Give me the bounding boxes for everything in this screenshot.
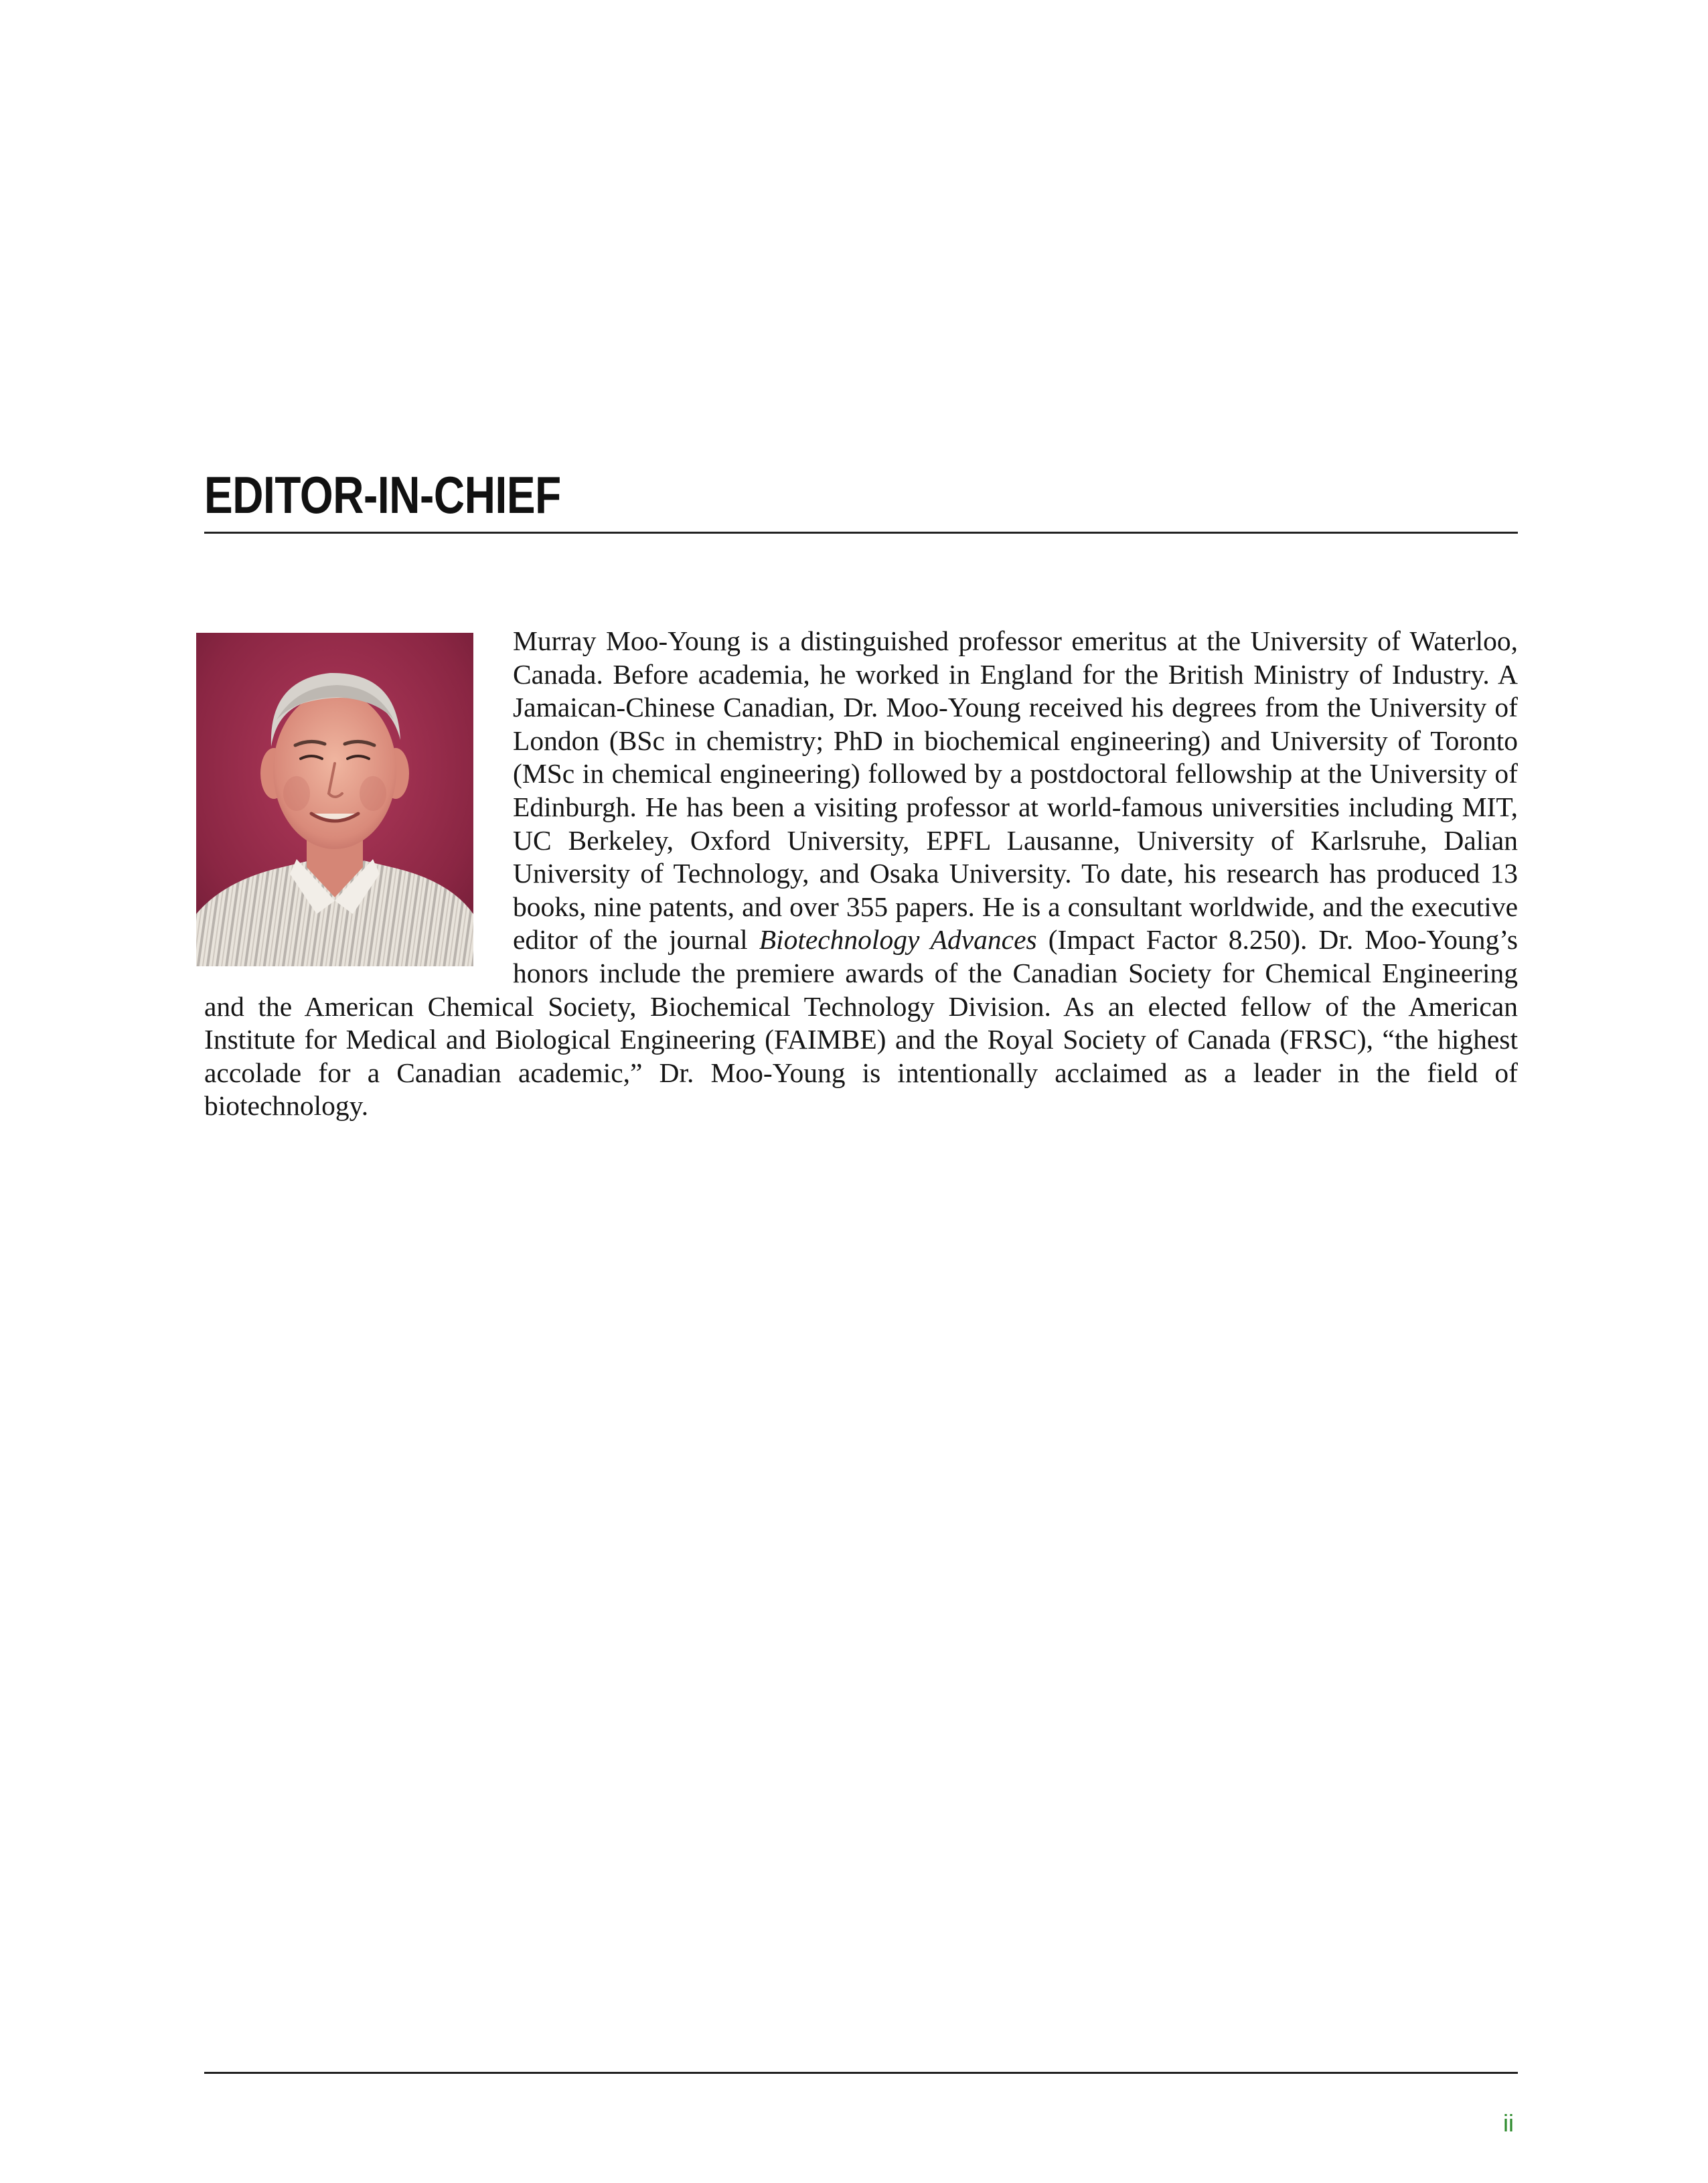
journal-title: Biotechnology Advances bbox=[759, 924, 1037, 956]
heading-rule bbox=[204, 532, 1518, 534]
page-number: ii bbox=[1503, 2109, 1514, 2137]
bio-text: Murray Moo-Young is a distinguished professor emeritus at the University of Waterloo, Canada. Before academia, he worked in England for the British Ministry of Industry. A Jamaican-Chinese Canadian, Dr. Moo-Young received his degrees from the University of London (BSc in chemistry; PhD in biochemical engineering) and University of Toronto (MSc in chemical engineering) followed by a postdoctoral fellowship at the University of Edinburgh. He has been a visiting professor at world-famous universities including MIT, UC Berkeley, Oxford University, EPFL Lausanne, University of Karlsruhe, Dalian University of Technology, and Osaka University. To date, his research has produced 13 books, nine patents, and over 355 papers. He is a consultant worldwide, and the executive editor of the journal bbox=[513, 625, 1518, 956]
page-heading: EDITOR-IN-CHIEF bbox=[204, 465, 561, 524]
footer-rule bbox=[204, 2072, 1518, 2074]
portrait-illustration bbox=[196, 633, 473, 966]
bio-text-continued: (Impact Factor 8.250). Dr. Moo-Young’s honors include the premiere awards of the Canadian Society for Chemical Engineering and the American Chemical Society, Biochemical Technology Division. As an elected fellow of the American Institute for Medical and Biological Engineering (FAIMBE) and the Royal Society of Canada (FRSC), “the highest accolade for a Canadian academic,” Dr. Moo-Young is intentionally acclaimed as a leader in the field of biotechnology. bbox=[204, 924, 1518, 1122]
bio-section bbox=[204, 625, 1518, 1123]
portrait-photo bbox=[196, 633, 473, 966]
